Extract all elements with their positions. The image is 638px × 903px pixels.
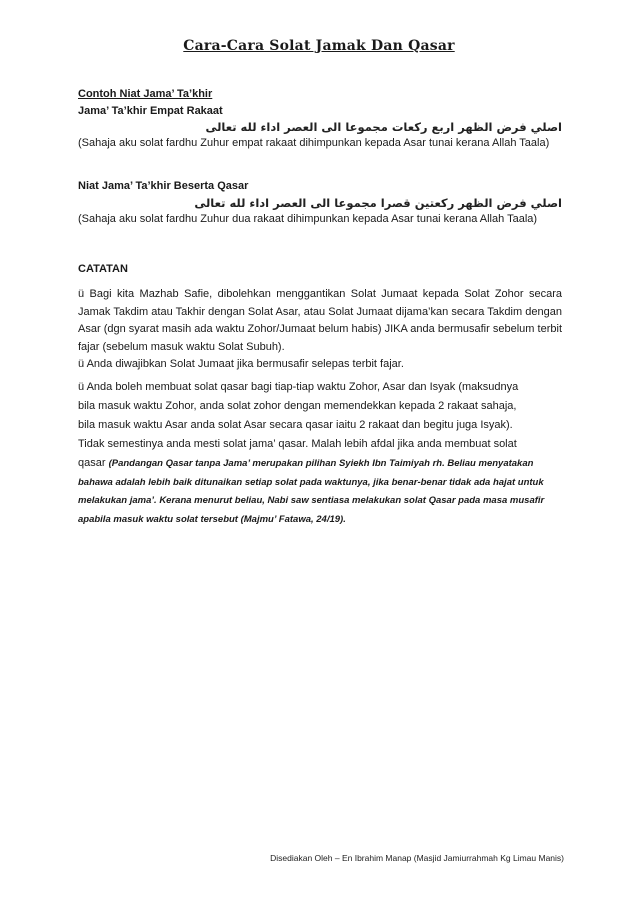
section-subheading: Jama’ Ta’khir Empat Rakaat — [78, 104, 223, 117]
qasar-note — [78, 454, 562, 529]
translation-text: (Sahaja aku solat fardhu Zuhur dua rakaat dihimpunkan kepada Asar tunai kerana Allah Taala) — [78, 212, 538, 225]
note-line: melakukan jama’. Kerana menurut beliau, Nabi saw sentiasa melakukan solat Qasar pada masa musafir — [78, 495, 545, 506]
section-heading: Contoh Niat Jama’ Ta’khir — [78, 88, 213, 100]
arabic-niat-text: اصلي فرض الظهر اربع ركعات مجموعا الى العصر اداء لله تعالى — [205, 120, 562, 134]
section-niat-beserta-qasar — [78, 178, 562, 227]
para-line: bila masuk waktu Zohor, anda solat zohor dengan memendekkan kepada 2 rakaat sahaja, — [78, 400, 517, 412]
arabic-niat-text: اصلي فرض الظهر ركعتين قصرا مجموعا الى العصر اداء لله تعالى — [194, 195, 562, 210]
para-line: bila masuk waktu Asar anda solat Asar secara qasar iaitu 2 rakaat dan begitu juga Isyak). — [78, 419, 513, 431]
catatan-heading: CATATAN — [78, 263, 128, 275]
para-line: Tidak semestinya anda mesti solat jama’ qasar. Malah lebih afdal jika anda membuat solat — [78, 438, 517, 450]
catatan-para-3 — [78, 378, 562, 454]
para-line: ü Anda boleh membuat solat qasar bagi tiap-tiap waktu Zohor, Asar dan Isyak (maksudnya — [78, 381, 519, 393]
qasar-word: qasar — [78, 457, 106, 469]
catatan-para-1: ü Bagi kita Mazhab Safie, dibolehkan menggantikan Solat Jumaat kepada Solat Zohor secara Jamak Takdim atau Takhir dengan Solat Asar, atau Solat Jumaat dijama’kan secara Takdim dengan Asar (dgn syarat masih ada waktu Zohor/Jumaat belum habis) JIKA anda bermusafir sebelum terbit fajar (sebelum masuk waktu Solat Subuh). — [78, 288, 562, 353]
footer-credit: Disediakan Oleh – En Ibrahim Manap (Masjid Jamiurrahmah Kg Limau Manis) — [270, 853, 564, 863]
note-line: bahawa adalah lebih baik ditunaikan setiap solat pada waktunya, jika benar-benar tidak ada hajat untuk — [78, 476, 544, 488]
translation-text: (Sahaja aku solat fardhu Zuhur empat rakaat dihimpunkan kepada Asar tunai kerana Allah Taala) — [78, 137, 550, 149]
note-line: apabila masuk waktu solat tersebut (Majmu’ Fatawa, 24/19). — [78, 513, 346, 525]
section-niat-jama-takhir — [78, 86, 562, 152]
section-heading: Niat Jama’ Ta’khir Beserta Qasar — [78, 180, 249, 192]
page-title: Cara-Cara Solat Jamak Dan Qasar — [183, 38, 455, 54]
catatan-para-2: ü Anda diwajibkan Solat Jumaat jika bermusafir selepas terbit fajar. — [78, 358, 404, 370]
note-line: (Pandangan Qasar tanpa Jama’ merupakan pilihan Syiekh Ibn Taimiyah rh. Beliau menyatakan — [108, 458, 534, 469]
